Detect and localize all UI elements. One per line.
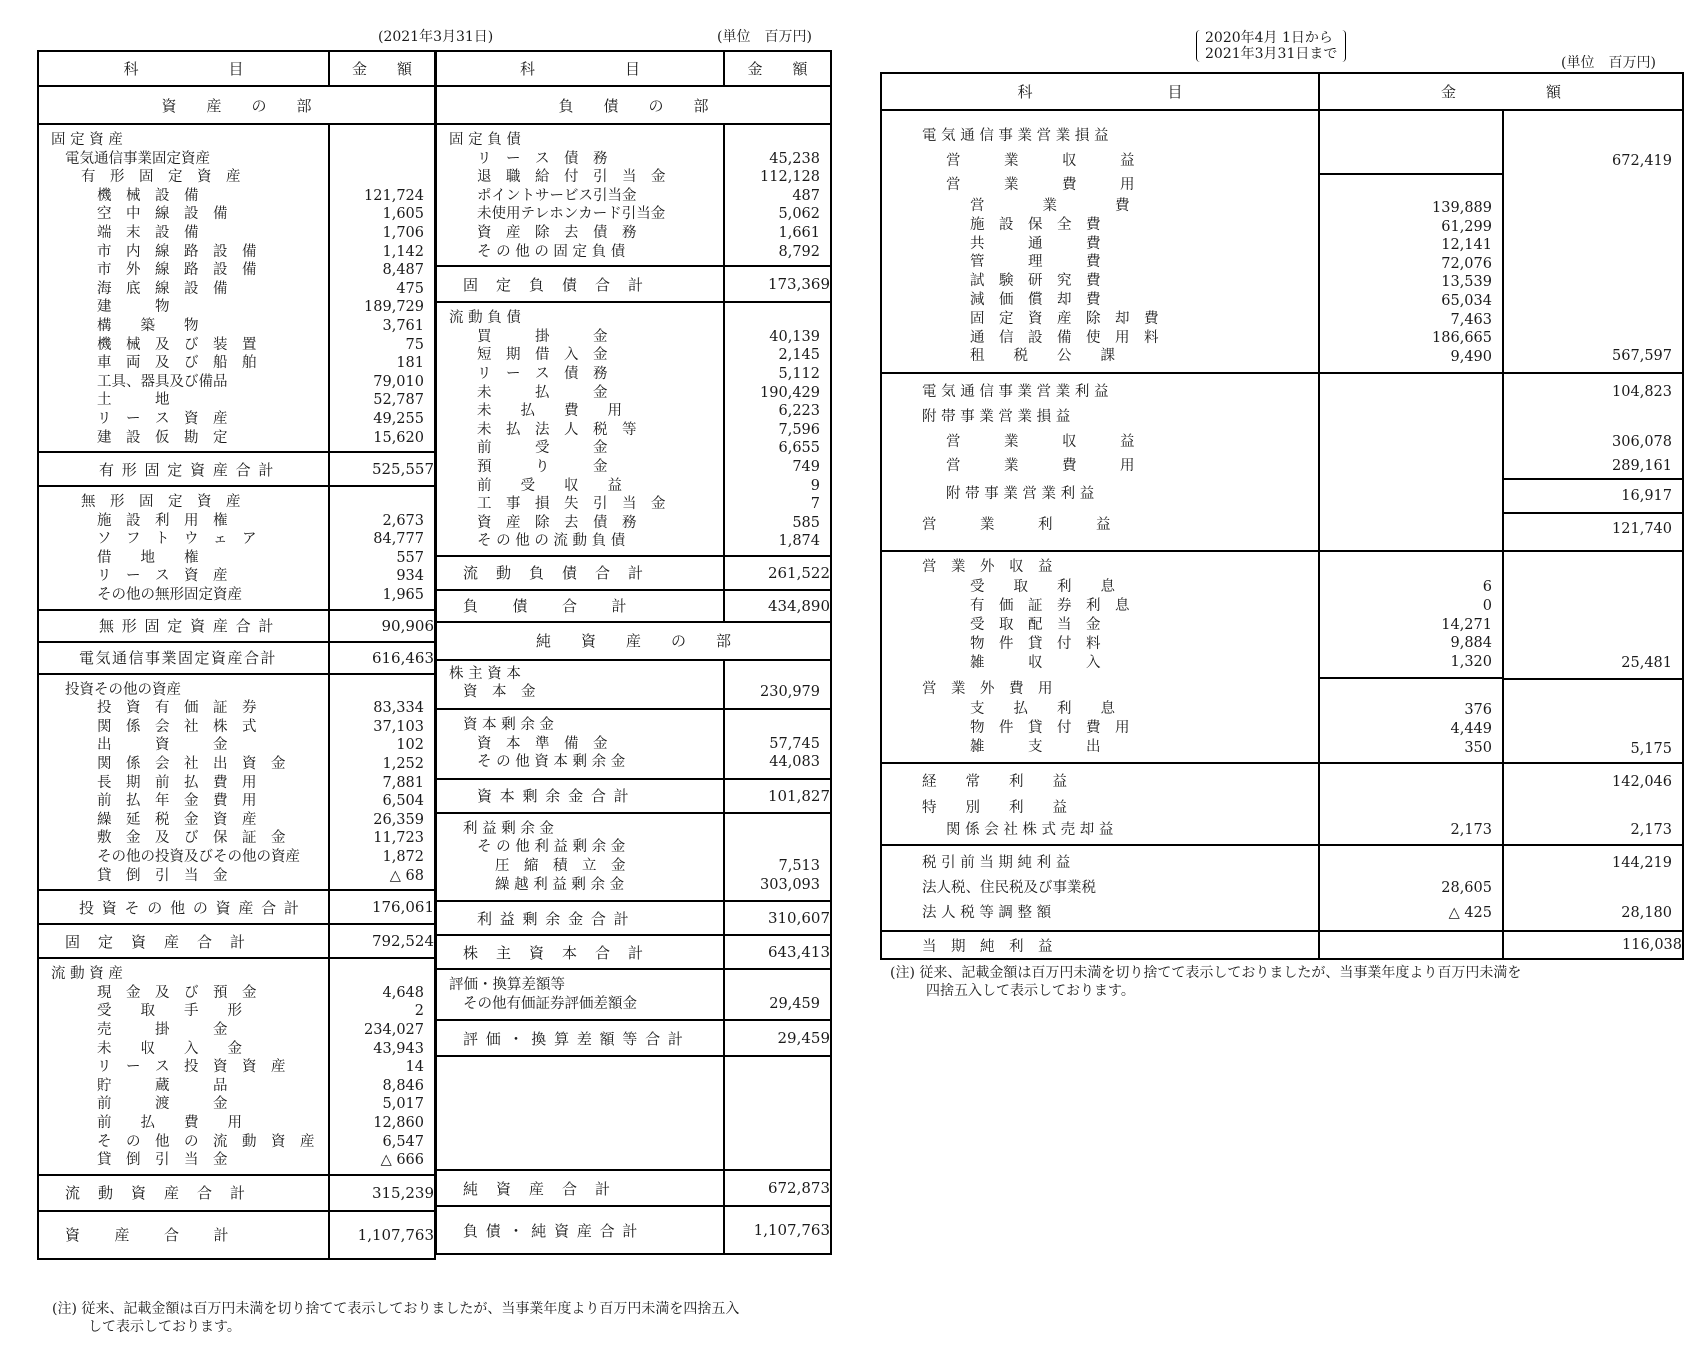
current-liab-item-label: 前 受 収 益: [477, 477, 622, 494]
fixed-liab-item-label: 退 職 給 付 引 当 金: [477, 169, 666, 186]
nonop-rev-value: 9,884: [1450, 635, 1492, 652]
pl-expense-label: 共 通 費: [970, 235, 1101, 252]
cap-surplus-item-label: そ の 他 資 本 剰 余 金: [477, 754, 626, 771]
pl-period-line1: 2020年4月 1日から: [1205, 30, 1333, 46]
current-liab-item-value: 585: [792, 514, 820, 531]
pretax-value: 144,219: [1612, 855, 1673, 872]
current-liab-item-value: 749: [792, 458, 820, 475]
bs-col-item: 科 目: [38, 51, 329, 86]
current-item-label: 貯 蔵 品: [97, 1077, 228, 1094]
fixed-liab-item-label: ポイントサービス引当金: [477, 187, 637, 204]
assets-total-label: 資 産 合 計: [38, 1211, 329, 1259]
current-item-label: 未 収 入 金: [97, 1040, 242, 1057]
current-liab-item-label: 工 事 損 失 引 当 金: [477, 496, 666, 513]
current-liab-item-value: 1,874: [778, 533, 820, 550]
current-liab-item-value: 5,112: [778, 365, 820, 382]
nonop-exp-total: 5,175: [1630, 740, 1673, 757]
anc-profit-label: 附 帯 事 業 営 業 利 益: [946, 486, 1095, 503]
current-item-value: 14: [405, 1059, 424, 1076]
special-title: 特 別 利 益: [922, 800, 1067, 817]
invest-item-value: 11,723: [373, 830, 424, 847]
pl-expense-value: 61,299: [1441, 218, 1492, 235]
fixed-liab-item-label: 未使用テレホンカード引当金: [477, 206, 666, 223]
bs-note: [52, 1300, 832, 1336]
liab-net-total-label: 負 債 ・ 純 資 産 合 計: [436, 1206, 724, 1254]
nonop-rev-value: 0: [1482, 597, 1492, 614]
bs-note-text: 従来、記載金額は百万円未満を切り捨てて表示しておりましたが、当事業年度より百万円未満を四捨五入: [81, 1301, 740, 1317]
retained-item-value: 303,093: [760, 876, 820, 893]
current-liab-block: [436, 302, 724, 556]
blank-space: [436, 1056, 724, 1170]
net-total-value: 672,873: [724, 1170, 831, 1206]
anc-expense-value: 289,161: [1612, 458, 1673, 475]
telecom-fixed-total-label: 電気通信事業固定資産合計: [38, 642, 329, 674]
pl-expense-label: 管 理 費: [970, 254, 1101, 271]
intangible-item-label: 施 設 利 用 権: [97, 512, 228, 529]
current-liab-item-value: 2,145: [778, 347, 820, 364]
nonop-rev-value: 6: [1482, 579, 1492, 596]
pl-ops-values: [1503, 373, 1683, 551]
current-item-value: 234,027: [364, 1021, 424, 1038]
intangible-item-label: 借 地 権: [97, 549, 199, 566]
tangible-item-value: 3,761: [382, 317, 424, 334]
revenue-value: 672,419: [1612, 153, 1673, 169]
cap-surplus-total-value: 101,827: [724, 779, 831, 813]
pl-expense-value: 12,141: [1441, 237, 1492, 254]
op-profit-label: 営 業 利 益: [922, 517, 1111, 534]
ordinary-label: 経 常 利 益: [922, 774, 1067, 791]
invest-item-value: 102: [396, 737, 424, 754]
retained-total-label: 利 益 剰 余 金 合 計: [436, 901, 724, 935]
tax-label: 法人税、住民税及び事業税: [922, 880, 1096, 897]
current-block: [38, 958, 329, 1175]
invest-item-label: 貸 倒 引 当 金: [97, 867, 228, 884]
liab-header: 負 債 の 部: [436, 86, 831, 124]
pl-expense-label: 試 験 研 究 費: [970, 273, 1101, 290]
invest-item-label: 敷 金 及 び 保 証 金: [97, 830, 286, 847]
tangible-item-label: 海 底 線 設 備: [97, 280, 228, 297]
anc-profit-value: 16,917: [1502, 478, 1684, 512]
fixed-liab-title: 固 定 負 債: [449, 132, 521, 148]
assets-total-value: 1,107,763: [329, 1211, 435, 1259]
retained-total-value: 310,607: [724, 901, 831, 935]
current-liab-item-value: 190,429: [760, 384, 820, 401]
tangible-item-value: 52,787: [373, 392, 424, 409]
invest-item-label: 投 資 有 価 証 券: [97, 700, 257, 717]
intangible-title: 無 形 固 定 資 産: [81, 494, 241, 511]
pl-nonop-block: [881, 551, 1319, 763]
bs-col-amount-2: 金 額: [724, 51, 831, 86]
intangible-total-value: 90,906: [329, 610, 435, 642]
intangible-item-value: 84,777: [373, 531, 424, 548]
pl-col-item: 科 目: [881, 73, 1319, 110]
invest-item-label: 関 係 会 社 出 資 金: [97, 756, 286, 773]
current-item-value: 6,547: [382, 1133, 424, 1150]
fixed-liab-total-value: 173,369: [724, 266, 831, 302]
fixed-liab-item-value: 8,792: [778, 243, 820, 260]
nonop-rev-label: 受 取 利 息: [970, 579, 1115, 596]
pl-expense-value: 13,539: [1441, 274, 1492, 291]
anc-revenue-label: 営 業 収 益: [946, 434, 1135, 451]
current-liab-total-label: 流 動 負 債 合 計: [436, 556, 724, 590]
fixed-assets-title: 固 定 資 産: [51, 132, 123, 148]
assets-header: 資 産 の 部: [38, 86, 435, 124]
current-liab-item-label: 買 掛 金: [477, 328, 608, 345]
pl-col-amount: 金 額: [1319, 73, 1683, 110]
current-item-value: 2: [414, 1003, 424, 1020]
fixed-liab-item-value: 1,661: [778, 224, 820, 241]
telecom-title: 電 気 通 信 事 業 営 業 損 益: [922, 128, 1109, 144]
intangible-item-value: 934: [396, 568, 424, 585]
telecom-fixed-total-value: 616,463: [329, 642, 435, 674]
fixed-liab-total-label: 固 定 負 債 合 計: [436, 266, 724, 302]
current-item-label: 受 取 手 形: [97, 1003, 242, 1020]
liab-total-value: 434,890: [724, 590, 831, 622]
tangible-item-value: 1,605: [382, 206, 424, 223]
intangible-item-label: ソ フ ト ウ ェ ア: [97, 531, 257, 548]
invest-item-value: 83,334: [373, 700, 424, 717]
current-item-label: そ の 他 の 流 動 資 産: [97, 1133, 315, 1150]
tangible-item-value: 15,620: [373, 429, 424, 446]
special-value: 2,173: [1450, 822, 1492, 839]
tangible-total-label: 有 形 固 定 資 産 合 計: [38, 452, 329, 486]
bs-liab-table: [435, 50, 832, 1255]
ancillary-title: 附 帯 事 業 営 業 損 益: [922, 409, 1071, 426]
current-liab-item-label: 前 受 金: [477, 440, 608, 457]
current-liab-item-value: 6,223: [778, 403, 820, 420]
current-item-label: 売 掛 金: [97, 1021, 228, 1038]
current-item-label: リ ー ス 投 資 資 産: [97, 1059, 286, 1076]
expense-title: 営 業 費 用: [946, 177, 1135, 193]
fixed-liab-item-value: 487: [792, 187, 820, 204]
intangible-item-value: 557: [396, 549, 424, 566]
net-total-label: 純 資 産 合 計: [436, 1170, 724, 1206]
cap-surplus-item-label: 資 本 準 備 金: [477, 735, 608, 752]
retained-item-value: 7,513: [778, 858, 820, 875]
retained-item-label: 圧 縮 積 立 金: [495, 858, 626, 875]
op-profit-value: 121,740: [1502, 512, 1684, 544]
tangible-item-value: 75: [405, 336, 424, 353]
pl-items-block: [881, 110, 1319, 373]
tangible-title: 有 形 固 定 資 産: [81, 169, 241, 186]
intangible-item-value: 1,965: [382, 587, 424, 604]
tangible-item-label: 建 設 仮 勘 定: [97, 429, 228, 446]
invest-item-value: 1,872: [382, 849, 424, 865]
tangible-item-value: 1,142: [382, 243, 424, 260]
cap-surplus-item-value: 57,745: [769, 735, 820, 752]
nonop-rev-label: 受 取 配 当 金: [970, 616, 1101, 633]
current-liab-total-value: 261,522: [724, 556, 831, 590]
fixed-liab-item-label: そ の 他 の 固 定 負 債: [477, 243, 626, 260]
fixed-liab-item-value: 112,128: [760, 169, 820, 186]
current-item-value: 12,860: [373, 1114, 424, 1131]
revenue-label: 営 業 収 益: [946, 153, 1135, 169]
current-liab-item-label: 未 払 費 用: [477, 403, 622, 420]
pl-expense-value: 72,076: [1441, 255, 1492, 272]
retained-block: [436, 813, 724, 901]
tangible-item-value: 181: [396, 355, 424, 372]
bs-date: (2021年3月31日): [378, 29, 494, 45]
tangible-item-value: 475: [396, 280, 424, 297]
pl-expense-label: 固 定 資 産 除 却 費: [970, 310, 1159, 327]
nonop-exp-value: 376: [1464, 702, 1492, 719]
current-liab-item-label: 未 払 法 人 税 等: [477, 421, 637, 438]
net-income-value: 116,038: [1503, 931, 1683, 959]
tangible-item-value: 121,724: [364, 187, 424, 204]
pl-expense-value: 9,490: [1450, 348, 1492, 365]
valuation-title: 評価・換算差額等: [449, 977, 565, 994]
current-liab-item-value: 40,139: [769, 328, 820, 345]
equity-total-label: 株 主 資 本 合 計: [436, 935, 724, 969]
tax-total: 28,180: [1621, 905, 1673, 922]
expenses-total: 567,597: [1612, 348, 1673, 365]
fixed-liab-item-value: 5,062: [778, 206, 820, 223]
bs-col-item-2: 科 目: [436, 51, 724, 86]
cap-surplus-title: 資 本 剰 余 金: [463, 717, 554, 734]
invest-item-value: 26,359: [373, 811, 424, 828]
pl-exp-totals: [1503, 110, 1683, 373]
tangible-item-label: 市 内 線 路 設 備: [97, 243, 257, 260]
current-liab-item-label: 預 り 金: [477, 458, 608, 475]
pl-expense-label: 施 設 保 全 費: [970, 216, 1101, 233]
capital-label: 資 本 金: [463, 684, 536, 701]
cap-surplus-total-label: 資 本 剰 余 金 合 計: [436, 779, 724, 813]
invest-item-label: 繰 延 税 金 資 産: [97, 811, 257, 828]
valuation-total-value: 29,459: [724, 1020, 831, 1056]
pl-expense-label: 減 価 償 却 費: [970, 291, 1101, 308]
valuation-value: 29,459: [769, 995, 820, 1012]
tax-adj-label: 法 人 税 等 調 整 額: [922, 905, 1052, 922]
pretax-label: 税 引 前 当 期 純 利 益: [922, 855, 1071, 872]
pl-expense-label: 通 信 設 備 使 用 料: [970, 329, 1159, 346]
nonop-exp-label: 支 払 利 息: [970, 701, 1115, 718]
pl-nonop-values: [1319, 551, 1503, 763]
nonop-rev-label: 物 件 貸 付 料: [970, 635, 1101, 652]
retained-title: 利 益 剰 余 金: [463, 820, 554, 837]
anc-expense-label: 営 業 費 用: [946, 458, 1135, 475]
current-liab-item-label: 未 払 金: [477, 384, 608, 401]
nonop-exp-label: 雑 支 出: [970, 738, 1101, 755]
valuation-block: [436, 969, 724, 1020]
pl-expense-value: 7,463: [1450, 311, 1492, 328]
pl-ordinary-block: [881, 763, 1319, 845]
tangible-item-label: 工具、器具及び備品: [97, 373, 228, 390]
tangible-item-label: リ ー ス 資 産: [97, 410, 228, 427]
invest-item-label: 長 期 前 払 費 用: [97, 774, 257, 791]
intangible-item-label: リ ー ス 資 産: [97, 568, 228, 585]
tangible-labels: [39, 187, 328, 447]
valuation-total-label: 評 価 ・ 換 算 差 額 等 合 計: [436, 1020, 724, 1056]
net-income-label: 当 期 純 利 益: [881, 931, 1319, 959]
valuation-label: その他有価証券評価差額金: [463, 995, 637, 1012]
pl-special-values: [1319, 763, 1503, 845]
tangible-item-value: 79,010: [373, 373, 424, 390]
tangible-item-label: 構 築 物: [97, 317, 199, 334]
liab-net-total-value: 1,107,763: [724, 1206, 831, 1254]
bs-note-text2: して表示しております。: [88, 1319, 241, 1335]
current-liab-title: 流 動 負 債: [449, 310, 521, 327]
special-label: 関 係 会 社 株 式 売 却 益: [946, 822, 1114, 839]
nonop-rev-title: 営 業 外 収 益: [922, 559, 1053, 576]
cap-surplus-block: [436, 709, 724, 779]
nonop-rev-value: 14,271: [1441, 616, 1492, 633]
retained-sub: そ の 他 利 益 剰 余 金: [477, 839, 626, 856]
invest-item-value: 1,252: [382, 756, 424, 773]
current-liab-item-label: 短 期 借 入 金: [477, 347, 608, 364]
pl-expense-value: 65,034: [1441, 292, 1492, 309]
tangible-item-value: 1,706: [382, 224, 424, 241]
pl-period-line2: 2021年3月31日まで: [1205, 46, 1338, 62]
ordinary-value: 142,046: [1612, 774, 1673, 791]
tangible-item-label: 車 両 及 び 船 舶: [97, 355, 257, 372]
tangible-item-label: 建 物: [97, 299, 170, 316]
liab-total-label: 負 債 合 計: [436, 590, 724, 622]
current-item-value: 43,943: [373, 1040, 424, 1057]
pl-exp-values: [1319, 110, 1503, 373]
equity-total-value: 643,413: [724, 935, 831, 969]
tangible-item-label: 市 外 線 路 設 備: [97, 262, 257, 279]
pl-ops-block: [881, 373, 1319, 551]
pl-note: [890, 964, 1680, 1000]
bs-assets-table: [37, 50, 436, 1260]
net-header: 純 資 産 の 部: [436, 622, 831, 660]
pl-tax-values: [1319, 845, 1503, 931]
current-liab-item-label: 資 産 除 去 債 務: [477, 514, 637, 531]
tax-adj-value: △ 425: [1448, 905, 1492, 922]
tangible-item-value: 8,487: [382, 262, 424, 279]
current-item-value: △ 666: [380, 1152, 424, 1169]
intangible-total-label: 無 形 固 定 資 産 合 計: [38, 610, 329, 642]
nonop-exp-label: 物 件 貸 付 費 用: [970, 720, 1130, 737]
pl-expense-label: 租 税 公 課: [970, 348, 1115, 365]
current-liab-item-label: リ ー ス 債 務: [477, 365, 608, 382]
current-item-label: 現 金 及 び 預 金: [97, 984, 257, 1001]
intangible-block: [38, 486, 329, 610]
invest-item-value: △ 68: [389, 867, 424, 884]
fixed-liab-item-label: リ ー ス 債 務: [477, 150, 608, 167]
equity-block: [436, 660, 724, 709]
current-total-label: 流 動 資 産 合 計: [38, 1175, 329, 1211]
current-total-value: 315,239: [329, 1175, 435, 1211]
pl-note-label: (注): [890, 965, 915, 981]
invest-total-label: 投 資 そ の 他 の 資 産 合 計: [38, 890, 329, 924]
current-item-label: 貸 倒 引 当 金: [97, 1152, 228, 1169]
pl-ordinary-values: [1503, 763, 1683, 845]
fixed-total-value: 792,524: [329, 924, 435, 958]
current-item-label: 前 渡 金: [97, 1096, 228, 1113]
nonop-exp-value: 4,449: [1450, 720, 1492, 737]
tangible-item-label: 空 中 線 設 備: [97, 206, 228, 223]
telecom-profit-value: 104,823: [1612, 384, 1673, 401]
fixed-liab-item-label: 資 産 除 去 債 務: [477, 224, 637, 241]
current-liab-item-value: 6,655: [778, 440, 820, 457]
tangible-item-label: 機 械 設 備: [97, 187, 199, 204]
pl-note-text2: 四捨五入して表示しております。: [926, 983, 1135, 999]
nonop-exp-value: 350: [1464, 739, 1492, 756]
telecom-fixed-title: 電気通信事業固定資産: [65, 150, 210, 167]
invest-item-label: 出 資 金: [97, 737, 228, 754]
nonop-rev-value: 1,320: [1450, 653, 1492, 670]
current-liab-item-value: 9: [810, 477, 820, 494]
invest-item-label: 関 係 会 社 株 式: [97, 718, 257, 735]
intangible-item-value: 2,673: [382, 512, 424, 529]
special-total: 2,173: [1630, 822, 1673, 839]
tax-value: 28,605: [1441, 880, 1492, 897]
fixed-total-label: 固 定 資 産 合 計: [38, 924, 329, 958]
telecom-profit-label: 電 気 通 信 事 業 営 業 利 益: [922, 384, 1109, 401]
capital-value: 230,979: [760, 684, 820, 701]
cap-surplus-item-value: 44,083: [769, 754, 820, 771]
tangible-item-label: 端 末 設 備: [97, 224, 199, 241]
current-title: 流 動 資 産: [51, 966, 123, 983]
tangible-total-value: 525,557: [329, 452, 435, 486]
equity-title: 株 主 資 本: [449, 665, 521, 682]
bs-unit: (単位 百万円): [717, 29, 812, 45]
invest-total-value: 176,061: [329, 890, 435, 924]
invest-block: [38, 674, 329, 891]
current-liab-item-value: 7,596: [778, 421, 820, 438]
tangible-values: [329, 124, 435, 452]
tangible-item-value: 49,255: [373, 410, 424, 427]
tangible-item-label: 土 地: [97, 392, 170, 409]
bs-note-label: (注): [52, 1301, 77, 1317]
current-liab-item-label: そ の 他 の 流 動 負 債: [477, 533, 626, 550]
current-item-label: 前 払 費 用: [97, 1114, 242, 1131]
pl-period: [1196, 30, 1346, 62]
current-item-value: 8,846: [382, 1077, 424, 1094]
tangible-item-value: 189,729: [364, 299, 424, 316]
nonop-rev-label: 有 価 証 券 利 息: [970, 598, 1130, 615]
pl-nonop-totals: [1503, 551, 1683, 763]
pl-unit: (単位 百万円): [1561, 55, 1656, 71]
nonop-exp-title: 営 業 外 費 用: [922, 681, 1053, 698]
invest-item-label: その他の投資及びその他の資産: [97, 849, 300, 865]
invest-item-value: 6,504: [382, 793, 424, 810]
fixed-liab-block: [436, 124, 724, 266]
pl-table: [880, 72, 1684, 960]
nonop-rev-total: 25,481: [1621, 654, 1673, 671]
bs-col-amount: 金 額: [329, 51, 435, 86]
current-liab-item-value: 7: [810, 496, 820, 513]
pl-expense-value: 186,665: [1432, 330, 1492, 347]
invest-item-value: 37,103: [373, 718, 424, 735]
pl-expense-label: 営 業 費: [970, 198, 1130, 214]
pl-note-text: 従来、記載金額は百万円未満を切り捨てて表示しておりましたが、当事業年度より百万円未満を: [919, 965, 1522, 981]
nonop-rev-label: 雑 収 入: [970, 654, 1101, 671]
fixed-liab-item-value: 45,238: [769, 150, 820, 167]
pl-expense-value: 139,889: [1432, 200, 1492, 216]
intangible-item-label: その他の無形固定資産: [97, 587, 242, 604]
retained-item-label: 繰 越 利 益 剰 余 金: [495, 876, 625, 893]
invest-item-value: 7,881: [382, 774, 424, 791]
current-item-value: 4,648: [382, 984, 424, 1001]
anc-revenue-value: 306,078: [1612, 434, 1673, 451]
pl-tax-block: [881, 845, 1319, 931]
tangible-block: [38, 124, 329, 452]
pl-tax-totals: [1503, 845, 1683, 931]
tangible-item-label: 機 械 及 び 装 置: [97, 336, 257, 353]
invest-item-label: 前 払 年 金 費 用: [97, 793, 257, 810]
current-item-value: 5,017: [382, 1096, 424, 1113]
invest-title: 投資その他の資産: [65, 681, 181, 698]
